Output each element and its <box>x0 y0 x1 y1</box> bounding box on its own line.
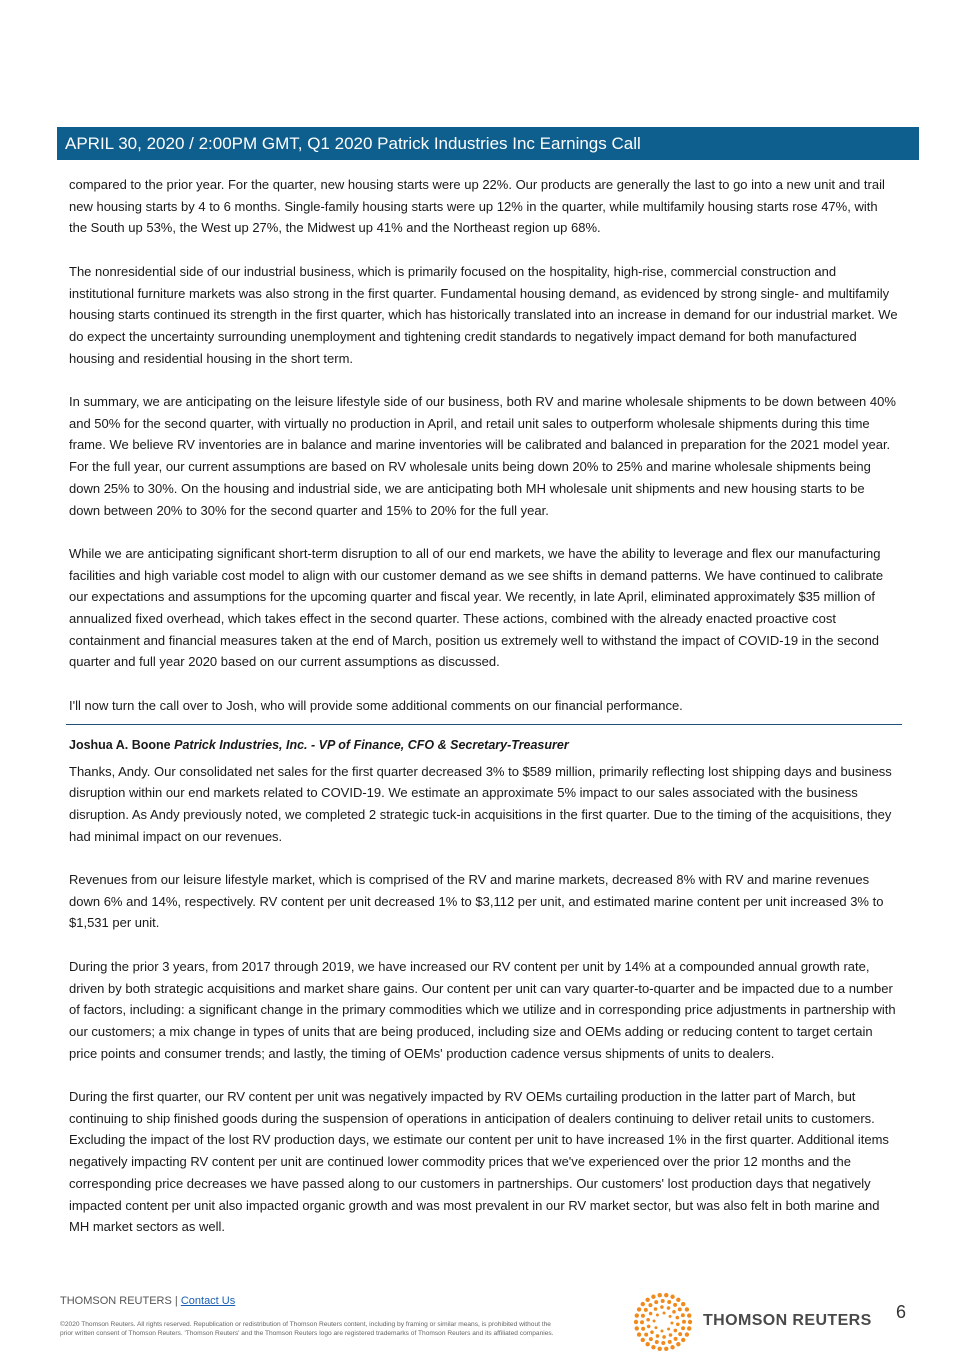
page-number: 6 <box>896 1302 907 1322</box>
logo-dot <box>637 1332 641 1336</box>
footer-brand <box>60 1295 235 1307</box>
logo-dot <box>651 1345 655 1349</box>
paragraph: Thanks, Andy. Our consolidated net sales for the first quarter decreased 3% to $589 million, primarily reflecting lost shipping days and business disruption within our end markets related to COVID-19. We estimate an approximate 5% impact to our sales associated with the business disruption. As Andy previously noted, we completed 2 strategic tuck-in acquisitions in the first quarter. Due to the timing of the acquisitions, they had minimal impact on our revenues. <box>69 763 892 844</box>
transcript-body <box>69 174 899 1260</box>
logo-dot <box>654 1307 658 1311</box>
logo-dot <box>678 1307 682 1311</box>
logo-dot <box>669 1333 673 1337</box>
paragraph: While we are anticipating significant short-term disruption to all of our end markets, we have the ability to leverage and flex our manufacturing facilities and high variable cost model to align with our customer demand as we see shifts in demand patterns. We have continued to calibrate our expectations and assumptions for the upcoming quarter and fiscal year. We recently, in late April, eliminated approximately $35 million of annualized fixed overhead, which takes effect in the second quarter. These actions, combined with the already enacted proactive cost containment and financial measures taken at the end of March, position us extremely well to withstand the impact of COVID-19 in the second quarter and full year 2020 based on our current assumptions as discussed. <box>69 545 884 670</box>
speaker-role: Patrick Industries, Inc. - VP of Finance, CFO & Secretary-Treasurer <box>174 737 569 752</box>
logo-dot <box>651 1295 655 1299</box>
logo-dot <box>664 1293 668 1297</box>
paragraph: During the prior 3 years, from 2017 through 2019, we have increased our RV content per unit by 14% at a compounded annual growth rate, driven by both strategic acquisitions and market share gains. Our content per unit can vary quarter-to-quarter and be impacted due to a number of factors, including: a significant change in the primary commodities which we utilize and in corresponding price adjustments in partnership with our customers; a mix change in types of units that are being produced, including size and OEMs adding or reducing content to target certain price points and consumer trends; and lastly, the timing of OEMs' production cadence versus shipments of units to dealers. <box>69 958 896 1061</box>
logo-dot <box>641 1302 645 1306</box>
logo-dot <box>656 1313 659 1316</box>
logo-dot <box>676 1322 680 1326</box>
logo-dot <box>682 1320 686 1324</box>
logo-dot <box>641 1327 645 1331</box>
logo-dot <box>635 1326 639 1330</box>
logo-dot <box>663 1312 666 1315</box>
logo-dot <box>667 1300 671 1304</box>
logo-dot <box>676 1342 680 1346</box>
logo-dot <box>676 1316 680 1320</box>
logo-dot <box>678 1332 682 1336</box>
logo-dot <box>668 1340 672 1344</box>
logo-dot <box>664 1347 668 1351</box>
logo-dot <box>674 1337 678 1341</box>
logo-dot <box>649 1337 653 1341</box>
contact-us-link[interactable]: Contact Us <box>180 1295 236 1307</box>
speaker-name: Joshua A. Boone <box>69 737 171 752</box>
page-title: APRIL 30, 2020 / 2:00PM GMT, Q1 2020 Patrick Industries Inc Earnings Call <box>65 134 641 153</box>
footer-separator: | <box>174 1295 178 1307</box>
logo-dot <box>655 1340 659 1344</box>
logo-dot <box>644 1308 648 1312</box>
logo-dot <box>654 1300 658 1304</box>
paragraph: compared to the prior year. For the quarter, new housing starts were up 22%. Our products are generally the last to go into a new unit and trail new housing starts by 4 to 6 months. Single-family housing starts were up 12% in the quarter, while multifamily housing starts rose 47%, with the South up 53%, the West up 27%, the Midwest up 41% and the Northeast region up 68%. <box>69 177 885 236</box>
paragraph: I'll now turn the call over to Josh, who will provide some additional comments on our financial performance. <box>69 697 683 713</box>
logo-dot <box>646 1318 650 1322</box>
logo-dot <box>648 1303 652 1307</box>
paragraph: The nonresidential side of our industrial business, which is primarily focused on the hospitality, high-rise, commercial construction and institutional furniture markets was also strong in the first quarter. Fundamental housing demand, as evidenced by strong single- and multifamily housing starts continued its strength in the first quarter, which has historically translated into an increase in demand for our industrial market. We do expect the uncertainty surrounding unemployment and tightening credit standards to negatively impact demand for both manufactured housing and residential housing in the short term. <box>69 263 898 366</box>
logo-dot <box>649 1312 653 1316</box>
logo-dot <box>670 1295 674 1299</box>
footer-brand-name: THOMSON REUTERS <box>60 1295 172 1307</box>
logo-text: THOMSON REUTERS <box>703 1312 872 1329</box>
footer-legal: ©2020 Thomson Reuters. All rights reserved. Republication or redistribution of Thomson Reuters content, including by framing or similar means, is prohibited without the prior written consent of Thomson Reuters. 'Thomson Reuters' and the Thomson Reuters logo are registered trademarks of Thomson Reuters and its affiliated companies. <box>60 1321 554 1337</box>
logo-dot <box>641 1314 645 1318</box>
logo-dot <box>670 1322 673 1325</box>
logo-dot <box>658 1293 662 1297</box>
logo-dot <box>653 1319 656 1322</box>
logo-dot <box>635 1313 639 1317</box>
logo-dot <box>674 1329 678 1333</box>
logo-dot <box>667 1328 670 1331</box>
logo-dot <box>641 1338 645 1342</box>
logo-dot <box>634 1320 638 1324</box>
logo-dot <box>681 1338 685 1342</box>
logo-dot <box>669 1315 672 1318</box>
logo-dot <box>673 1303 677 1307</box>
logo-dot <box>656 1334 660 1338</box>
header-bar <box>57 127 919 160</box>
logo-dot <box>676 1298 680 1302</box>
logo-dot <box>654 1326 657 1329</box>
logo-dot <box>681 1326 685 1330</box>
logo-dot <box>661 1341 665 1345</box>
logo-dot <box>647 1325 651 1329</box>
logo-dot <box>650 1330 654 1334</box>
logo-dot <box>640 1320 644 1324</box>
logo-dot <box>672 1310 676 1314</box>
logo-dot <box>661 1299 665 1303</box>
paragraph: During the first quarter, our RV content per unit was negatively impacted by RV OEMs curtailing production in the latter part of March, but continuing to ship finished goods during the suspension of operations in anticipation of dealers continuing to deliver retail units to customers. Excluding the impact of the lost RV production days, we estimate our content per unit to have increased 1% in the first quarter. Additional items negatively impacting RV content per unit are continued lower commodity prices that we've experienced over the prior 12 months and the corresponding price decreases we have passed along to our customers in partnerships. Our customers' lost production days that negatively impacted content per unit also impacted organic growth and was most prevalent in our RV market sector, but was also felt in both marine and MH market sectors as well. <box>69 1089 889 1235</box>
paragraph: Revenues from our leisure lifestyle market, which is comprised of the RV and marine markets, decreased 8% with RV and marine revenues down 6% and 14%, respectively. RV content per unit decreased 1% to $3,112 per unit, and estimated marine content per unit increased 3% to $1,531 per unit. <box>69 872 884 931</box>
logo-dot <box>687 1326 691 1330</box>
logo-dot <box>637 1307 641 1311</box>
logo-dot <box>687 1313 691 1317</box>
logo-dot <box>645 1342 649 1346</box>
speaker-heading <box>69 737 899 753</box>
logo-dot <box>685 1332 689 1336</box>
logo-dot <box>685 1307 689 1311</box>
logo-dot <box>688 1320 692 1324</box>
logo-dot <box>670 1345 674 1349</box>
logo-dot <box>645 1298 649 1302</box>
logo-dot <box>662 1335 666 1339</box>
logo-dot <box>667 1306 671 1310</box>
logo-dot <box>658 1347 662 1351</box>
paragraph: In summary, we are anticipating on the leisure lifestyle side of our business, both RV and marine wholesale shipments to be down between 40% and 50% for the second quarter, with virtually no production in April, and retail unit sales to outperform wholesale shipments during this time frame. We believe RV inventories are in balance and marine inventories will be calibrated and balanced in preparation for the 2021 model year. For the full year, our current assumptions are based on RV wholesale units being down 20% to 25% and marine wholesale shipments being down 25% to 30%. On the housing and industrial side, we are anticipating both MH wholesale unit shipments and new housing starts to be down between 20% to 30% for the second quarter and 15% to 20% for the full year. <box>69 394 896 518</box>
logo-dot <box>644 1333 648 1337</box>
logo-dot <box>660 1329 663 1332</box>
logo-dot <box>681 1302 685 1306</box>
section-divider <box>66 724 902 725</box>
logo-dot <box>681 1313 685 1317</box>
thomson-reuters-logo-icon <box>633 1292 693 1352</box>
logo-dot <box>660 1305 664 1309</box>
